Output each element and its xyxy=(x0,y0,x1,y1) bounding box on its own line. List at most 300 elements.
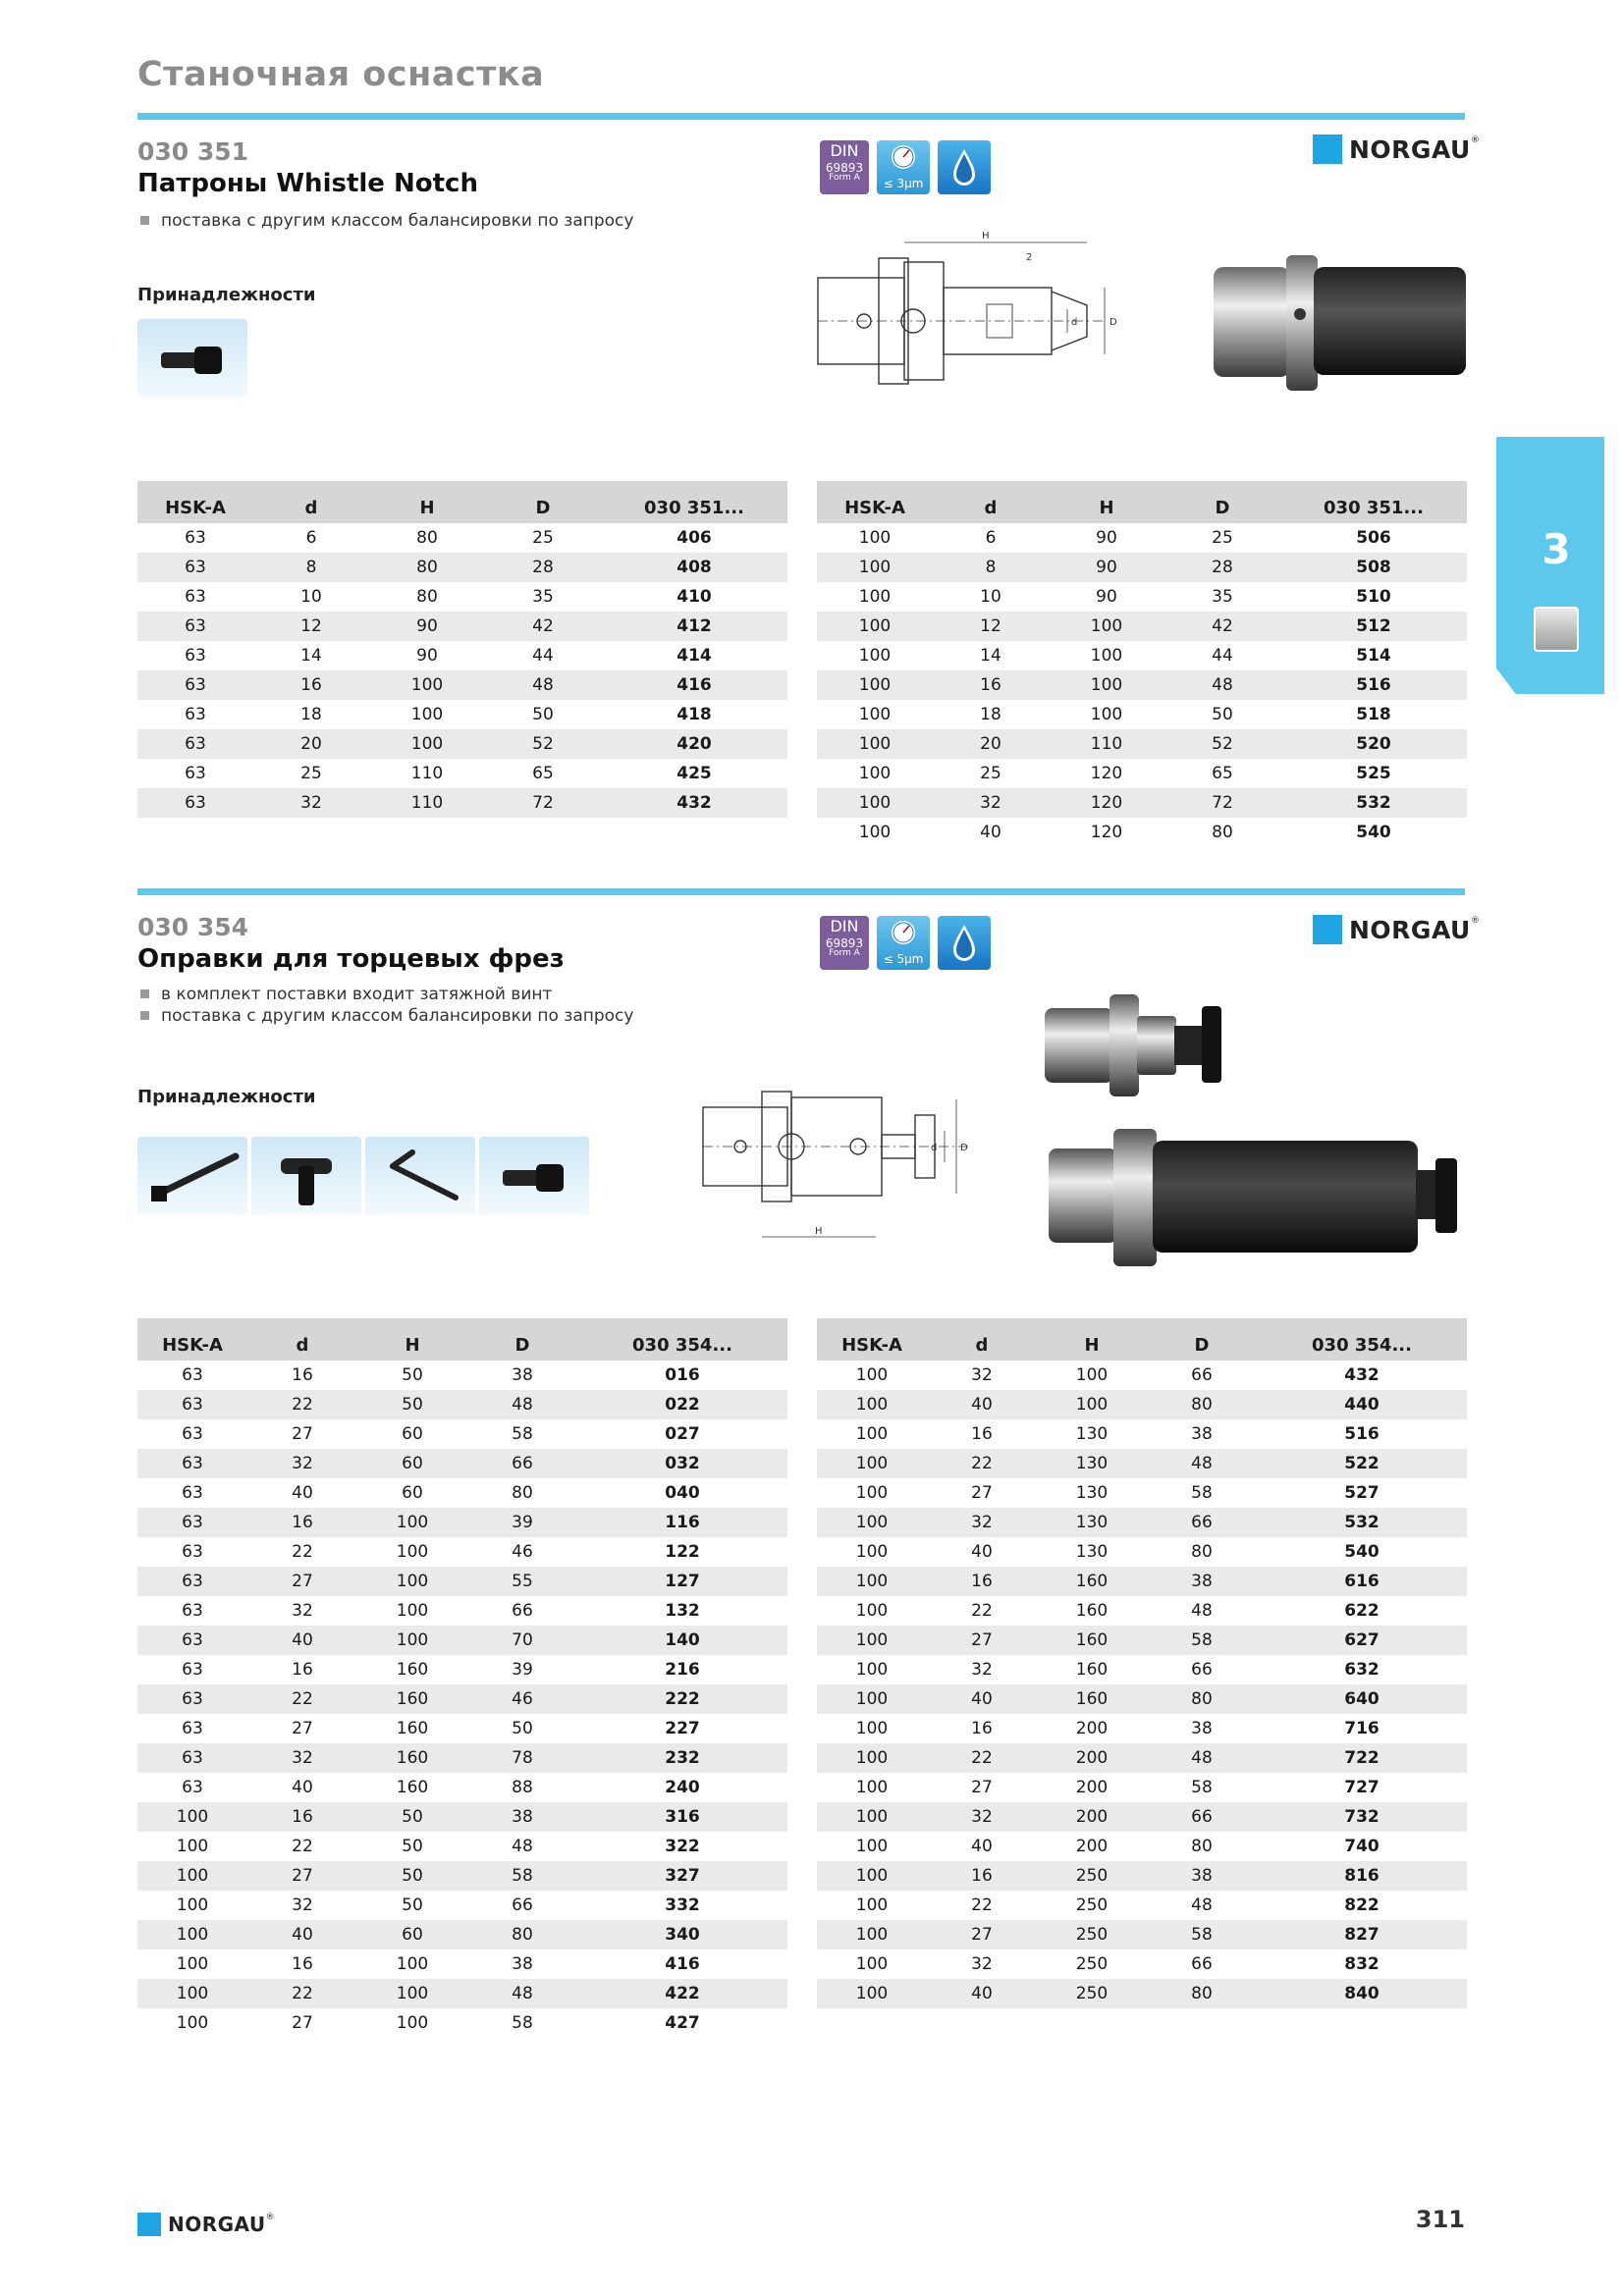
table-cell: 52 xyxy=(1164,729,1280,759)
table-cell: 16 xyxy=(971,1719,993,1738)
table-cell: 110 xyxy=(1049,729,1164,759)
table-cell: 32 xyxy=(247,1449,357,1478)
table-cell: 100 xyxy=(855,1660,889,1680)
column-header: 030 351... xyxy=(601,481,787,523)
column-header: d xyxy=(247,1318,357,1361)
article-number-cell: 518 xyxy=(1356,705,1391,724)
column-header: D xyxy=(1164,481,1280,523)
table-cell: 22 xyxy=(247,1390,357,1419)
table-cell: 100 xyxy=(137,1920,247,1949)
column-header: D xyxy=(485,481,601,523)
table-cell: 25 xyxy=(300,764,322,783)
table-cell: 100 xyxy=(817,1802,927,1832)
column-header: H xyxy=(1037,1318,1147,1361)
table-cell: 100 xyxy=(858,705,892,724)
product-code: 030 351 xyxy=(137,137,249,166)
table-cell: 16 xyxy=(971,1424,993,1444)
table-cell: 100 xyxy=(357,1979,467,2008)
table-cell: 90 xyxy=(1049,553,1164,582)
table-cell: 28 xyxy=(485,553,601,582)
din-number: 69893 xyxy=(825,935,864,950)
table-cell: 100 xyxy=(855,1896,889,1915)
table-row xyxy=(137,1508,787,1537)
table-cell: 35 xyxy=(1212,587,1233,607)
table-cell: 100 xyxy=(410,705,444,724)
table-cell: 16 xyxy=(933,670,1049,700)
table-cell: 16 xyxy=(292,1660,313,1680)
table-row xyxy=(137,2008,787,2038)
table-row xyxy=(137,729,787,759)
table-row xyxy=(137,700,787,729)
table-cell: 100 xyxy=(396,1954,429,1974)
table-cell: 63 xyxy=(182,1483,203,1503)
table-row xyxy=(817,1714,1467,1743)
article-number-cell: 516 xyxy=(1280,670,1467,700)
table-cell: 100 xyxy=(817,670,933,700)
column-header: D xyxy=(1147,1318,1257,1361)
table-cell: 63 xyxy=(137,1743,247,1773)
table-cell: 50 xyxy=(402,1365,423,1385)
table-cell: 100 xyxy=(855,1483,889,1503)
table-row xyxy=(137,641,787,670)
article-number-cell: 432 xyxy=(1344,1365,1380,1385)
angle-label: 2 xyxy=(1026,252,1033,263)
table-cell: 27 xyxy=(971,1778,993,1797)
table-cell: 48 xyxy=(485,670,601,700)
technical-drawing xyxy=(699,1080,1003,1247)
table-cell: 40 xyxy=(971,1837,993,1856)
table-cell: 63 xyxy=(182,1542,203,1562)
page-number: 311 xyxy=(1415,2206,1465,2233)
table-cell: 100 xyxy=(855,1424,889,1444)
table-cell: 14 xyxy=(980,646,1001,666)
table-row xyxy=(817,670,1467,700)
table-cell: 100 xyxy=(357,1626,467,1655)
article-number-cell: 340 xyxy=(577,1920,787,1949)
article-number-cell: 427 xyxy=(665,2013,700,2033)
table-cell: 27 xyxy=(927,1920,1037,1949)
article-number-cell: 420 xyxy=(601,729,787,759)
table-cell: 28 xyxy=(1164,553,1280,582)
note-bullet: в комплект поставки входит затяжной винт xyxy=(140,985,552,1004)
table-cell: 32 xyxy=(927,1508,1037,1537)
table-row xyxy=(817,1537,1467,1567)
table-row xyxy=(817,1655,1467,1684)
table-row xyxy=(817,1361,1467,1390)
table-cell: 40 xyxy=(247,1920,357,1949)
table-cell: 80 xyxy=(1147,1684,1257,1714)
accessory-wrench-image[interactable] xyxy=(137,1137,247,1215)
table-cell: 46 xyxy=(512,1542,533,1562)
column-header: H xyxy=(1049,481,1164,523)
table-cell: 16 xyxy=(253,670,369,700)
dim-h-label: H xyxy=(815,1226,823,1237)
table-cell: 22 xyxy=(247,1979,357,2008)
article-number-cell: 040 xyxy=(665,1483,700,1503)
table-cell: 22 xyxy=(927,1449,1037,1478)
table-cell: 66 xyxy=(512,1896,533,1915)
norgau-logo: NORGAU® xyxy=(1313,134,1480,164)
table-cell: 160 xyxy=(357,1743,467,1773)
table-row xyxy=(137,1949,787,1979)
table-cell: 100 xyxy=(357,1508,467,1537)
hex-key-icon xyxy=(365,1137,475,1215)
coolant-badge xyxy=(938,916,991,970)
arbor-long-photo xyxy=(1043,1119,1465,1276)
table-cell: 90 xyxy=(369,612,485,641)
section-divider xyxy=(137,888,1465,895)
table-cell: 32 xyxy=(292,1896,313,1915)
article-number-cell: 216 xyxy=(665,1660,700,1680)
table-cell: 50 xyxy=(357,1802,467,1832)
article-number-cell: 227 xyxy=(665,1719,700,1738)
column-header: HSK-A xyxy=(137,1318,247,1361)
article-number-cell: 316 xyxy=(577,1802,787,1832)
table-cell: 100 xyxy=(855,1954,889,1974)
table-row xyxy=(817,1832,1467,1861)
table-cell: 100 xyxy=(137,1979,247,2008)
table-cell: 60 xyxy=(357,1920,467,1949)
table-row xyxy=(137,1596,787,1626)
table-cell: 63 xyxy=(182,1719,203,1738)
table-row xyxy=(137,670,787,700)
table-cell: 100 xyxy=(369,729,485,759)
din-form: Form A xyxy=(829,948,860,959)
note-bullet: поставка с другим классом балансировки по запросу xyxy=(140,211,633,231)
table-row xyxy=(137,523,787,553)
table-cell: 63 xyxy=(185,764,206,783)
table-cell: 60 xyxy=(402,1483,423,1503)
table-cell: 100 xyxy=(855,1837,889,1856)
table-cell: 48 xyxy=(1191,1601,1213,1621)
table-cell: 58 xyxy=(512,1424,533,1444)
table-cell: 25 xyxy=(532,528,554,548)
din-badge xyxy=(820,140,869,194)
table-cell: 63 xyxy=(182,1601,203,1621)
table-cell: 160 xyxy=(396,1778,429,1797)
table-row xyxy=(817,612,1467,641)
table-row xyxy=(817,700,1467,729)
column-header: 030 354... xyxy=(1257,1318,1467,1361)
table-cell: 38 xyxy=(1191,1424,1213,1444)
spec-table-right xyxy=(817,1318,1467,2008)
article-number-cell: 022 xyxy=(577,1390,787,1419)
table-cell: 40 xyxy=(927,1979,1037,2008)
table-cell: 40 xyxy=(971,1542,993,1562)
article-number-cell: 816 xyxy=(1257,1861,1467,1891)
article-number-cell: 832 xyxy=(1344,1954,1380,1974)
table-cell: 100 xyxy=(858,646,892,666)
table-row xyxy=(137,1714,787,1743)
table-row xyxy=(817,1949,1467,1979)
table-cell: 80 xyxy=(512,1483,533,1503)
table-cell: 100 xyxy=(369,670,485,700)
table-cell: 58 xyxy=(1191,1483,1213,1503)
table-cell: 42 xyxy=(1164,612,1280,641)
accessory-key-image[interactable] xyxy=(251,1137,361,1215)
table-cell: 100 xyxy=(817,1567,927,1596)
table-cell: 200 xyxy=(1037,1743,1147,1773)
table-cell: 100 xyxy=(817,553,933,582)
chapter-number: 3 xyxy=(1542,525,1571,573)
table-cell: 16 xyxy=(292,1365,313,1385)
brand-name: NORGAU xyxy=(1349,915,1471,944)
column-header: D xyxy=(467,1318,577,1361)
article-number-cell: 640 xyxy=(1257,1684,1467,1714)
article-number-cell: 416 xyxy=(601,670,787,700)
table-cell: 38 xyxy=(1147,1567,1257,1596)
table-cell: 130 xyxy=(1037,1508,1147,1537)
table-row xyxy=(137,1626,787,1655)
table-cell: 22 xyxy=(971,1601,993,1621)
article-number-cell: 522 xyxy=(1257,1449,1467,1478)
table-cell: 72 xyxy=(1164,788,1280,818)
dial-gauge-icon xyxy=(877,916,930,949)
table-cell: 100 xyxy=(817,1861,927,1891)
table-row xyxy=(137,1802,787,1832)
table-cell: 27 xyxy=(292,1424,313,1444)
table-cell: 63 xyxy=(137,1626,247,1655)
table-cell: 6 xyxy=(305,528,317,548)
table-cell: 32 xyxy=(971,1365,993,1385)
article-number-cell: 540 xyxy=(1344,1542,1380,1562)
article-number-cell: 827 xyxy=(1257,1920,1467,1949)
table-cell: 78 xyxy=(467,1743,577,1773)
table-row xyxy=(817,1596,1467,1626)
table-cell: 160 xyxy=(396,1660,429,1680)
column-header: HSK-A xyxy=(817,481,933,523)
table-cell: 39 xyxy=(512,1660,533,1680)
table-cell: 16 xyxy=(927,1567,1037,1596)
table-cell: 110 xyxy=(410,764,444,783)
table-cell: 39 xyxy=(467,1508,577,1537)
table-cell: 25 xyxy=(1212,528,1233,548)
table-cell: 200 xyxy=(1075,1837,1109,1856)
table-cell: 58 xyxy=(467,1861,577,1891)
water-drop-icon xyxy=(938,140,991,194)
table-cell: 100 xyxy=(817,1508,927,1537)
table-row xyxy=(137,1390,787,1419)
article-number-cell: 722 xyxy=(1257,1743,1467,1773)
table-cell: 58 xyxy=(1147,1920,1257,1949)
table-row xyxy=(817,759,1467,788)
table-row xyxy=(137,1773,787,1802)
table-row xyxy=(137,1361,787,1390)
table-cell: 63 xyxy=(137,670,253,700)
table-row xyxy=(137,759,787,788)
article-number-cell: 508 xyxy=(1280,553,1467,582)
table-cell: 58 xyxy=(512,2013,533,2033)
table-cell: 66 xyxy=(512,1601,533,1621)
table-cell: 22 xyxy=(292,1542,313,1562)
table-cell: 100 xyxy=(137,1802,247,1832)
table-cell: 20 xyxy=(933,729,1049,759)
table-cell: 22 xyxy=(247,1684,357,1714)
table-row xyxy=(817,1802,1467,1832)
table-cell: 80 xyxy=(369,553,485,582)
table-row xyxy=(137,553,787,582)
arbor-short-photo xyxy=(1039,987,1250,1099)
table-row xyxy=(817,1861,1467,1891)
table-cell: 160 xyxy=(357,1684,467,1714)
note-bullet: поставка с другим классом балансировки по запросу xyxy=(140,1006,633,1026)
table-cell: 27 xyxy=(247,1567,357,1596)
table-cell: 8 xyxy=(253,553,369,582)
table-cell: 100 xyxy=(1090,705,1123,724)
dim-d-label: d xyxy=(1071,317,1078,328)
table-row xyxy=(137,612,787,641)
article-number-cell: 412 xyxy=(601,612,787,641)
table-cell: 44 xyxy=(1212,646,1233,666)
logo-square xyxy=(1313,915,1342,944)
tool-holder-icon xyxy=(1534,607,1579,652)
table-cell: 100 xyxy=(855,1542,889,1562)
column-header: d xyxy=(933,481,1049,523)
table-cell: 46 xyxy=(467,1684,577,1714)
article-number-cell: 440 xyxy=(1257,1390,1467,1419)
table-cell: 63 xyxy=(137,729,253,759)
article-number-cell: 506 xyxy=(1356,528,1391,548)
table-cell: 63 xyxy=(185,705,206,724)
table-cell: 32 xyxy=(247,1743,357,1773)
table-cell: 27 xyxy=(292,2013,313,2033)
table-cell: 100 xyxy=(817,1743,927,1773)
table-cell: 50 xyxy=(1212,705,1233,724)
table-cell: 63 xyxy=(137,788,253,818)
table-cell: 48 xyxy=(512,1837,533,1856)
dim-D-label: D xyxy=(1109,317,1117,328)
table-cell: 50 xyxy=(357,1390,467,1419)
table-cell: 48 xyxy=(1147,1449,1257,1478)
article-number-cell: 532 xyxy=(1257,1508,1467,1537)
table-cell: 50 xyxy=(512,1719,533,1738)
table-cell: 27 xyxy=(971,1483,993,1503)
article-number-cell: 740 xyxy=(1344,1837,1380,1856)
logo-square xyxy=(137,2213,161,2236)
product-title: Патроны Whistle Notch xyxy=(137,169,478,198)
table-cell: 80 xyxy=(467,1920,577,1949)
accessory-hex-key-image[interactable] xyxy=(365,1137,475,1215)
table-row xyxy=(817,818,1467,847)
table-cell: 63 xyxy=(182,1778,203,1797)
column-header: d xyxy=(253,481,369,523)
table-cell: 20 xyxy=(253,729,369,759)
table-cell: 63 xyxy=(182,1424,203,1444)
article-number-cell: 510 xyxy=(1356,587,1391,607)
table-cell: 22 xyxy=(292,1837,313,1856)
table-cell: 80 xyxy=(1191,1837,1213,1856)
table-cell: 120 xyxy=(1090,823,1123,842)
balance-value: ≤ 3μm xyxy=(883,177,924,190)
table-cell: 130 xyxy=(1075,1424,1109,1444)
table-cell: 200 xyxy=(1075,1719,1109,1738)
table-row xyxy=(137,1537,787,1567)
table-cell: 50 xyxy=(357,1861,467,1891)
table-row xyxy=(137,1979,787,2008)
table-cell: 100 xyxy=(817,788,933,818)
table-cell: 32 xyxy=(971,1660,993,1680)
article-number-cell: 425 xyxy=(676,764,712,783)
table-cell: 100 xyxy=(855,1719,889,1738)
table-cell: 63 xyxy=(185,528,206,548)
dim-d-label: d xyxy=(931,1143,938,1153)
product-title: Оправки для торцевых фрез xyxy=(137,944,565,974)
article-number-cell: 512 xyxy=(1280,612,1467,641)
table-cell: 66 xyxy=(1147,1508,1257,1537)
title-divider xyxy=(137,113,1465,120)
table-cell: 16 xyxy=(927,1861,1037,1891)
table-cell: 250 xyxy=(1037,1861,1147,1891)
table-cell: 6 xyxy=(985,528,997,548)
article-number-cell: 240 xyxy=(665,1778,700,1797)
table-cell: 16 xyxy=(247,1508,357,1537)
table-cell: 100 xyxy=(855,1601,889,1621)
footer-logo: NORGAU® xyxy=(137,2213,275,2236)
table-cell: 48 xyxy=(1164,670,1280,700)
table-cell: 27 xyxy=(292,1719,313,1738)
table-cell: 63 xyxy=(137,612,253,641)
accessory-screw-image[interactable] xyxy=(137,319,247,398)
table-cell: 100 xyxy=(396,1601,429,1621)
table-cell: 80 xyxy=(1191,1542,1213,1562)
table-cell: 100 xyxy=(817,1390,927,1419)
article-number-cell: 027 xyxy=(665,1424,700,1444)
table-cell: 50 xyxy=(402,1837,423,1856)
table-cell: 90 xyxy=(1096,587,1117,607)
table-cell: 80 xyxy=(1147,1390,1257,1419)
table-cell: 100 xyxy=(858,764,892,783)
table-row xyxy=(137,1832,787,1861)
table-cell: 63 xyxy=(137,553,253,582)
table-cell: 32 xyxy=(292,1601,313,1621)
article-number-cell: 122 xyxy=(665,1542,700,1562)
table-cell: 100 xyxy=(176,1954,209,1974)
table-cell: 130 xyxy=(1075,1542,1109,1562)
table-cell: 32 xyxy=(933,788,1049,818)
article-number-cell: 140 xyxy=(577,1626,787,1655)
table-cell: 250 xyxy=(1037,1920,1147,1949)
table-cell: 58 xyxy=(1147,1626,1257,1655)
table-row xyxy=(817,729,1467,759)
table-cell: 100 xyxy=(176,1837,209,1856)
table-cell: 48 xyxy=(1147,1743,1257,1773)
table-cell: 40 xyxy=(247,1626,357,1655)
table-cell: 160 xyxy=(1037,1626,1147,1655)
table-cell: 250 xyxy=(1075,1954,1109,1974)
table-cell: 40 xyxy=(980,823,1001,842)
table-row xyxy=(817,553,1467,582)
table-row xyxy=(817,1508,1467,1537)
technical-drawing xyxy=(810,231,1154,412)
table-cell: 63 xyxy=(182,1660,203,1680)
din-badge xyxy=(820,916,869,970)
accessory-screw-image[interactable] xyxy=(479,1137,589,1215)
table-cell: 110 xyxy=(369,788,485,818)
table-cell: 70 xyxy=(467,1626,577,1655)
table-row xyxy=(137,582,787,612)
table-cell: 130 xyxy=(1075,1483,1109,1503)
table-row xyxy=(817,1567,1467,1596)
article-number-cell: 627 xyxy=(1257,1626,1467,1655)
table-cell: 40 xyxy=(292,1483,313,1503)
article-number-cell: 416 xyxy=(665,1954,700,1974)
table-row xyxy=(817,582,1467,612)
table-cell: 100 xyxy=(137,1861,247,1891)
table-row xyxy=(137,1449,787,1478)
table-row xyxy=(137,1567,787,1596)
table-cell: 60 xyxy=(402,1424,423,1444)
key-icon xyxy=(251,1137,361,1215)
